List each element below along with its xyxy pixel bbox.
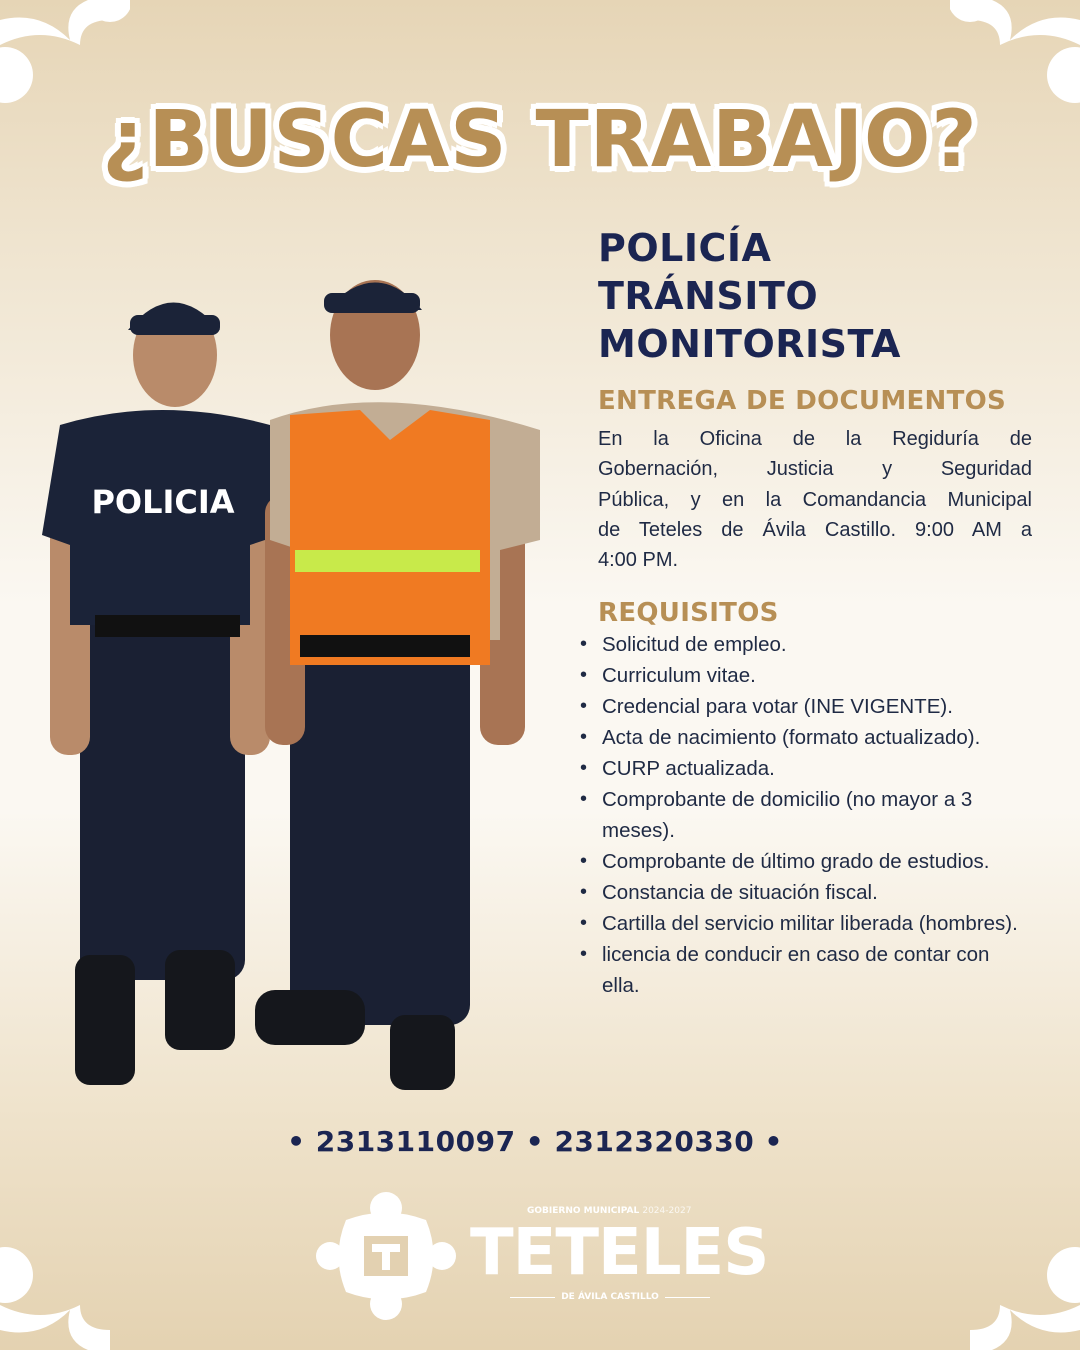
shirt-text: POLICIA (91, 483, 235, 521)
job-details (598, 224, 1032, 1001)
teteles-emblem-icon (316, 1190, 456, 1320)
requirement-item: • Cartilla del servicio militar liberada (hombres). (598, 908, 1032, 939)
job-title: MONITORISTA (598, 322, 901, 366)
delivery-line: Pública, y en la Comandancia Municipal (598, 488, 1032, 511)
male-officer (255, 280, 540, 1090)
delivery-heading: ENTREGA DE DOCUMENTOS (598, 386, 1007, 416)
requirement-item: • Acta de nacimiento (formato actualizado). (598, 722, 1032, 753)
phone-numbers: • 2313110097 • 2312320330 • (287, 1125, 783, 1158)
requirement-item: • Credencial para votar (INE VIGENTE). (598, 691, 1032, 722)
requirement-item: • CURP actualizada. (598, 753, 1032, 784)
delivery-line: 4:00 PM. (598, 549, 679, 572)
delivery-line: de Teteles de Ávila Castillo. 9:00 AM a (598, 518, 1032, 541)
logo-top-text: GOBIERNO MUNICIPAL (527, 1206, 640, 1216)
requirement-item: • Constancia de situación fiscal. (598, 877, 1032, 908)
requirement-item: • licencia de conducir en caso de contar con ella. (598, 939, 1032, 1001)
requirements-heading: REQUISITOS (598, 598, 779, 629)
logo-years: 2024-2027 (642, 1206, 692, 1216)
corner-ornament-icon (950, 1220, 1080, 1350)
job-title: TRÁNSITO (598, 274, 819, 318)
requirement-item: • Comprobante de domicilio (no mayor a 3 meses). (598, 784, 1032, 846)
requirement-item: • Comprobante de último grado de estudios. (598, 846, 1032, 877)
headline: ¿BUSCAS TRABAJO? (102, 95, 978, 185)
corner-ornament-icon (0, 1220, 130, 1350)
delivery-text (598, 424, 1032, 575)
requirement-item: • Solicitud de empleo. (598, 629, 1032, 660)
logo-subtitle (510, 1292, 710, 1303)
job-titles (598, 224, 1032, 368)
female-officer (42, 303, 280, 1086)
delivery-line: En la Oficina de la Regiduría de (598, 428, 1032, 450)
job-title: POLICÍA (598, 226, 772, 270)
delivery-line: Gobernación, Justicia y Seguridad (598, 458, 1032, 481)
officers-photo (30, 255, 560, 1100)
requirement-item: • Curriculum vitae. (598, 660, 1032, 691)
requirements-list (598, 629, 1032, 1001)
logo-subtitle-text: DE ÁVILA CASTILLO (561, 1292, 659, 1302)
logo-name: TETELES (470, 1216, 769, 1290)
